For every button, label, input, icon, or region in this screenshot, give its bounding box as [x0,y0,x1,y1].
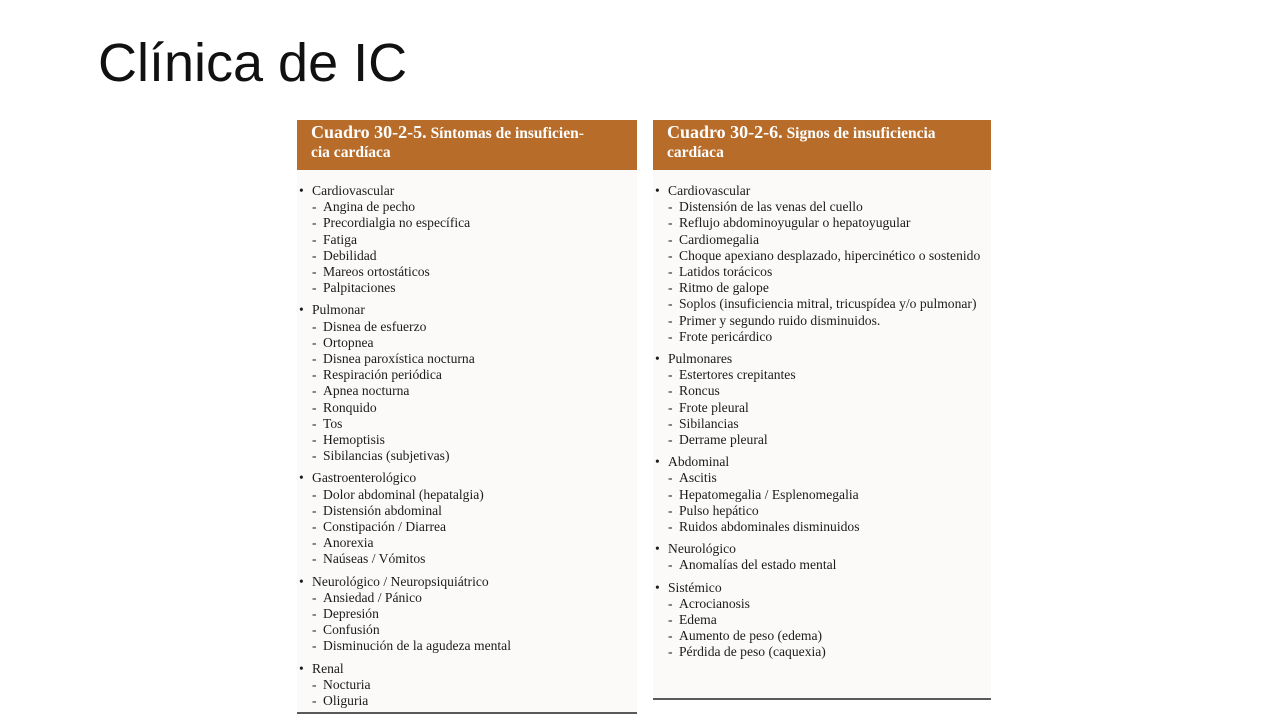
list-item-label: Precordialgia no específica [323,215,471,231]
list-item-label: Depresión [323,606,379,622]
list-item-label: Anorexia [323,535,374,551]
dash-marker: - [668,502,673,518]
category-name [299,470,637,486]
list-item [655,313,991,329]
list-item-label: Hemoptisis [323,432,385,448]
list-item-label: Constipación / Diarrea [323,519,447,535]
category-label: Neurológico [668,541,736,557]
dash-marker: - [312,334,317,350]
dash-marker: - [668,231,673,247]
list-item-label: Ortopnea [323,334,374,350]
category-name [655,183,991,199]
list-item-label: Mareos ortostáticos [323,264,430,280]
table-number: Cuadro 30-2-5. [311,122,427,142]
dash-marker: - [668,519,673,535]
category-group [299,302,637,464]
category-name [299,661,637,677]
list-item-label: Ruidos abdominales disminuidos [679,519,860,535]
dash-marker: - [668,215,673,231]
list-item [299,416,637,432]
bullet-icon: • [655,351,660,367]
list-item [299,693,637,709]
dash-marker: - [312,351,317,367]
list-item [655,644,991,660]
dash-marker: - [312,247,317,263]
list-item-label: Latidos torácicos [679,264,773,280]
category-name [299,574,637,590]
category-group [655,541,991,573]
list-item [655,487,991,503]
dash-marker: - [668,312,673,328]
dash-marker: - [312,693,317,709]
dash-marker: - [668,247,673,263]
list-item [299,199,637,215]
dash-marker: - [668,383,673,399]
dash-marker: - [668,280,673,296]
dash-marker: - [312,415,317,431]
list-item [655,232,991,248]
list-item-label: Apnea nocturna [323,383,410,399]
list-item [299,448,637,464]
dash-marker: - [312,638,317,654]
dash-marker: - [312,367,317,383]
list-item-label: Disnea de esfuerzo [323,318,427,334]
list-item-label: Respiración periódica [323,367,442,383]
list-item [299,677,637,693]
bullet-icon: • [299,302,304,318]
table-title-line2: cia cardíaca [311,144,391,161]
list-item-label: Reflujo abdominoyugular o hepatoyugular [679,215,911,231]
dash-marker: - [668,367,673,383]
list-item-label: Nocturia [323,676,371,692]
list-item [655,215,991,231]
category-group [299,661,637,710]
list-item [655,383,991,399]
list-item [299,383,637,399]
list-item-label: Soplos (insuficiencia mitral, tricuspídea y/o pulmonar) [679,296,977,312]
bullet-icon: • [299,573,304,589]
table-symptoms [297,120,637,714]
list-item-label: Sibilancias [679,415,739,431]
list-item-label: Anomalías del estado mental [679,557,837,573]
list-item [655,557,991,573]
category-group [655,183,991,345]
list-item-label: Naúseas / Vómitos [323,551,426,567]
category-label: Gastroenterológico [312,470,417,486]
dash-marker: - [312,676,317,692]
bullet-icon: • [655,541,660,557]
table-number: Cuadro 30-2-6. [667,122,783,142]
list-item-label: Disminución de la agudeza mental [323,638,511,654]
list-item [299,503,637,519]
list-item [299,367,637,383]
dash-marker: - [312,280,317,296]
list-item [655,470,991,486]
dash-marker: - [668,470,673,486]
list-item [299,319,637,335]
list-item [655,416,991,432]
dash-marker: - [312,199,317,215]
list-item-label: Ritmo de galope [679,280,769,296]
list-item [299,351,637,367]
dash-marker: - [312,589,317,605]
list-item-label: Tos [323,415,343,431]
dash-marker: - [668,628,673,644]
category-label: Abdominal [668,454,730,470]
category-label: Pulmonares [668,351,733,367]
dash-marker: - [668,486,673,502]
table-body [297,170,637,709]
list-item [299,535,637,551]
dash-marker: - [668,399,673,415]
list-item-label: Pérdida de peso (caquexia) [679,644,826,660]
dash-marker: - [312,448,317,464]
bullet-icon: • [299,183,304,198]
list-item [299,335,637,351]
list-item-label: Fatiga [323,231,357,247]
list-item [655,280,991,296]
list-item-label: Oliguria [323,693,369,709]
dash-marker: - [668,612,673,628]
dash-marker: - [312,486,317,502]
table-body [653,170,991,661]
list-item-label: Distensión abdominal [323,502,442,518]
list-item [299,400,637,416]
category-name [299,302,637,318]
category-name [655,580,991,596]
list-item [655,519,991,535]
list-item [299,606,637,622]
list-item [655,264,991,280]
list-item-label: Choque apexiano desplazado, hipercinético o sostenido [679,247,981,263]
list-item-label: Cardiomegalia [679,231,760,247]
list-item [655,296,991,312]
category-label: Renal [312,660,344,676]
list-item-label: Sibilancias (subjetivas) [323,448,450,464]
list-item-label: Primer y segundo ruido disminuidos. [679,312,881,328]
list-item-label: Angina de pecho [323,199,416,215]
list-item-label: Roncus [679,383,720,399]
category-name [655,541,991,557]
table-bottom-rule [297,712,637,714]
dash-marker: - [312,399,317,415]
category-group [655,351,991,448]
list-item-label: Ronquido [323,399,377,415]
dash-marker: - [668,328,673,344]
table-bottom-rule [653,698,991,700]
bullet-icon: • [655,579,660,595]
list-item [299,622,637,638]
list-item [655,628,991,644]
list-item [299,638,637,654]
bullet-icon: • [655,183,660,198]
list-item [655,329,991,345]
list-item-label: Distensión de las venas del cuello [679,199,863,215]
table-signs [653,120,991,700]
list-item [655,503,991,519]
list-item [299,432,637,448]
dash-marker: - [312,622,317,638]
list-item [299,280,637,296]
dash-marker: - [312,519,317,535]
slide-title: Clínica de IC [98,33,408,93]
dash-marker: - [312,502,317,518]
list-item [299,248,637,264]
list-item [299,519,637,535]
category-label: Cardiovascular [668,183,751,198]
category-group [299,574,637,655]
list-item-label: Acrocianosis [679,595,750,611]
table-title-line1: Signos de insuficiencia [786,125,936,142]
list-item-label: Dolor abdominal (hepatalgia) [323,486,484,502]
dash-marker: - [312,231,317,247]
list-item-label: Ascitis [679,470,717,486]
category-name [655,351,991,367]
dash-marker: - [312,551,317,567]
list-item [299,215,637,231]
category-group [655,580,991,661]
table-title-line1: Síntomas de insuficien- [430,125,584,142]
list-item-label: Pulso hepático [679,502,759,518]
dash-marker: - [668,264,673,280]
dash-marker: - [668,432,673,448]
list-item-label: Edema [679,612,717,628]
dash-marker: - [668,415,673,431]
list-item-label: Aumento de peso (edema) [679,628,823,644]
list-item [655,400,991,416]
list-item-label: Estertores crepitantes [679,367,796,383]
category-label: Cardiovascular [312,183,395,198]
dash-marker: - [668,557,673,573]
list-item [299,551,637,567]
category-group [655,454,991,535]
list-item-label: Disnea paroxística nocturna [323,351,475,367]
list-item [655,367,991,383]
table-header [653,120,991,170]
category-label: Neurológico / Neuropsiquiátrico [312,573,489,589]
category-name [655,454,991,470]
dash-marker: - [668,199,673,215]
bullet-icon: • [655,454,660,470]
category-name [299,183,637,199]
table-title-line2: cardíaca [667,144,724,161]
dash-marker: - [312,264,317,280]
category-label: Pulmonar [312,302,365,318]
category-label: Sistémico [668,579,722,595]
list-item-label: Derrame pleural [679,432,768,448]
list-item-label: Confusión [323,622,380,638]
list-item [655,432,991,448]
list-item [299,487,637,503]
list-item-label: Frote pleural [679,399,749,415]
list-item [655,596,991,612]
category-group [299,183,637,296]
dash-marker: - [312,432,317,448]
dash-marker: - [312,215,317,231]
table-header [297,120,637,170]
dash-marker: - [312,535,317,551]
bullet-icon: • [299,660,304,676]
list-item [655,612,991,628]
list-item-label: Hepatomegalia / Esplenomegalia [679,486,859,502]
category-group [299,470,637,567]
list-item-label: Debilidad [323,247,377,263]
list-item-label: Ansiedad / Pánico [323,589,422,605]
list-item-label: Frote pericárdico [679,328,773,344]
dash-marker: - [668,644,673,660]
list-item [655,248,991,264]
dash-marker: - [312,383,317,399]
list-item [299,264,637,280]
dash-marker: - [312,606,317,622]
list-item [299,232,637,248]
dash-marker: - [668,296,673,312]
dash-marker: - [312,318,317,334]
list-item [299,590,637,606]
list-item-label: Palpitaciones [323,280,396,296]
list-item [655,199,991,215]
dash-marker: - [668,595,673,611]
bullet-icon: • [299,470,304,486]
